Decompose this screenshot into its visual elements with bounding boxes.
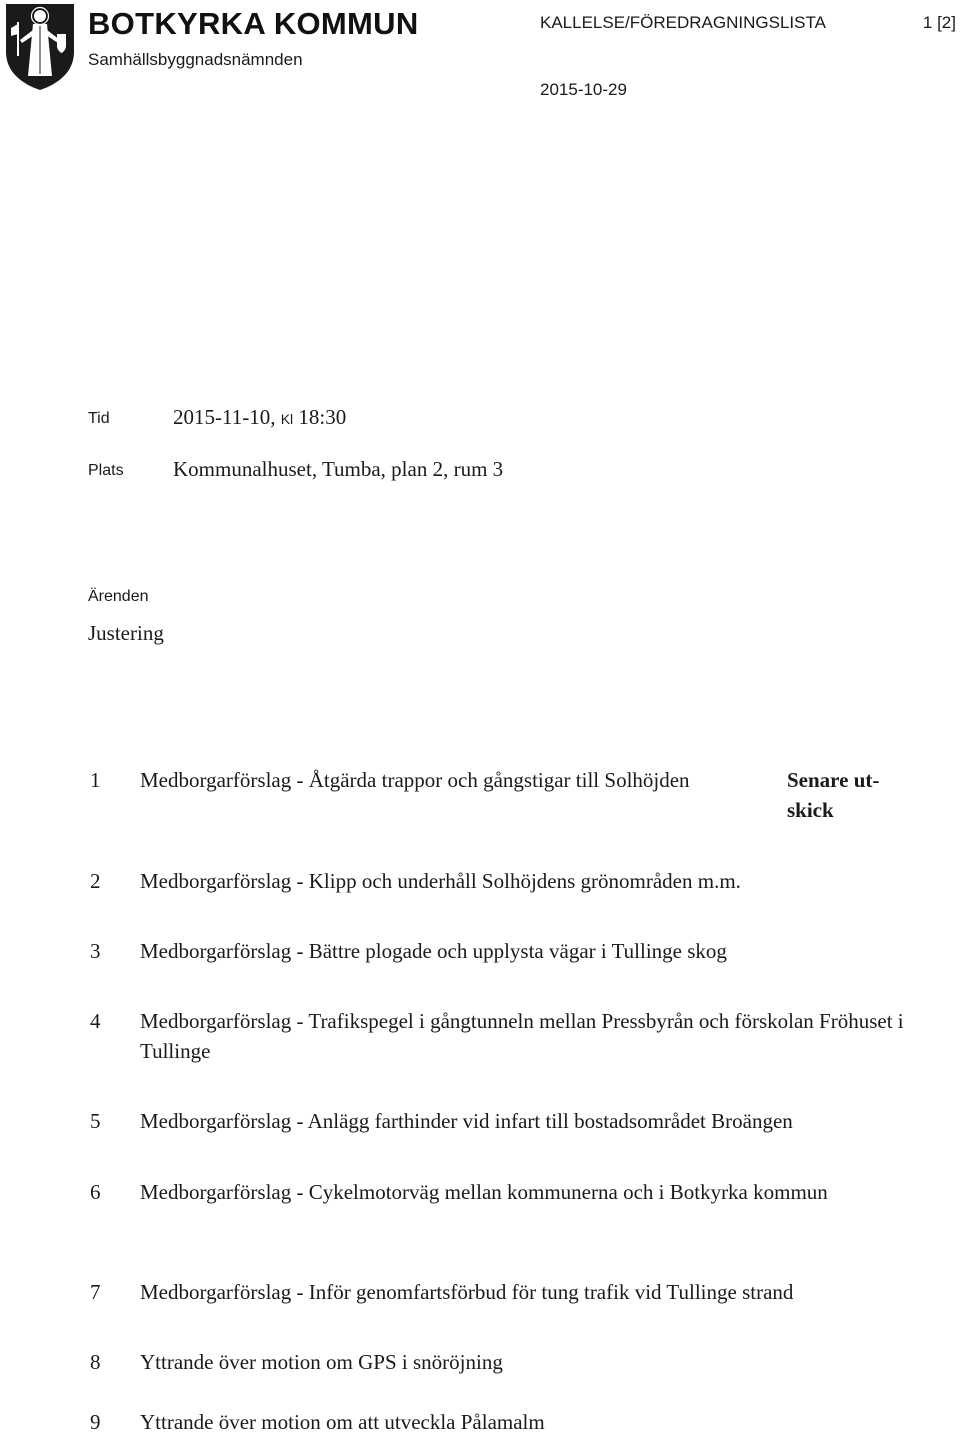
item-text: Medborgarförslag - Anlägg farthinder vid infart till bostadsområdet Broängen bbox=[140, 1109, 793, 1133]
time-clock: 18:30 bbox=[298, 405, 347, 429]
item-number: 6 bbox=[90, 1180, 101, 1204]
item-note: Senare ut- skick bbox=[787, 768, 880, 822]
item-text: Medborgarförslag - Cykelmotorväg mellan kommunerna och i Botkyrka kommun bbox=[140, 1180, 828, 1204]
item-number: 3 bbox=[90, 939, 101, 963]
coat-of-arms-icon bbox=[2, 0, 78, 92]
time-value bbox=[173, 404, 346, 432]
item-text: Medborgarförslag - Klipp och underhåll Solhöjdens grönområden m.m. bbox=[140, 869, 741, 893]
item-number: 7 bbox=[90, 1280, 101, 1304]
item-number: 9 bbox=[90, 1410, 101, 1434]
item-text: Yttrande över motion om GPS i snöröjning bbox=[140, 1350, 503, 1374]
item-text: Medborgarförslag - Inför genomfartsförbud för tung trafik vid Tullinge strand bbox=[140, 1280, 794, 1304]
item-number: 4 bbox=[90, 1009, 101, 1033]
item-text: Yttrande över motion om att utveckla Pålamalm bbox=[140, 1410, 545, 1434]
organization-unit: Samhällsbyggnadsnämnden bbox=[88, 50, 303, 69]
place-value: Kommunalhuset, Tumba, plan 2, rum 3 bbox=[173, 457, 504, 481]
document-type: KALLELSE/FÖREDRAGNINGSLISTA bbox=[540, 13, 826, 32]
item-text: Medborgarförslag - Bättre plogade och upplysta vägar i Tullinge skog bbox=[140, 939, 727, 963]
organization-name: BOTKYRKA KOMMUN bbox=[88, 6, 419, 41]
item-number: 5 bbox=[90, 1109, 101, 1133]
item-number: 1 bbox=[90, 768, 101, 792]
page-number: 1 [2] bbox=[922, 13, 956, 32]
item-number: 2 bbox=[90, 869, 101, 893]
time-label: Tid bbox=[88, 410, 110, 427]
time-date: 2015-11-10, bbox=[173, 405, 276, 429]
section-label: Ärenden bbox=[88, 588, 149, 605]
justering: Justering bbox=[88, 621, 164, 645]
document-date: 2015-10-29 bbox=[540, 80, 627, 99]
item-text: Medborgarförslag - Åtgärda trappor och gångstigar till Solhöjden bbox=[140, 768, 690, 792]
item-number: 8 bbox=[90, 1350, 101, 1374]
time-kl: Kl bbox=[280, 411, 294, 427]
item-text: Medborgarförslag - Trafikspegel i gångtunneln mellan Pressbyrån och förskolan Fröhuset i Tullinge bbox=[140, 1009, 904, 1063]
place-label: Plats bbox=[88, 462, 124, 479]
